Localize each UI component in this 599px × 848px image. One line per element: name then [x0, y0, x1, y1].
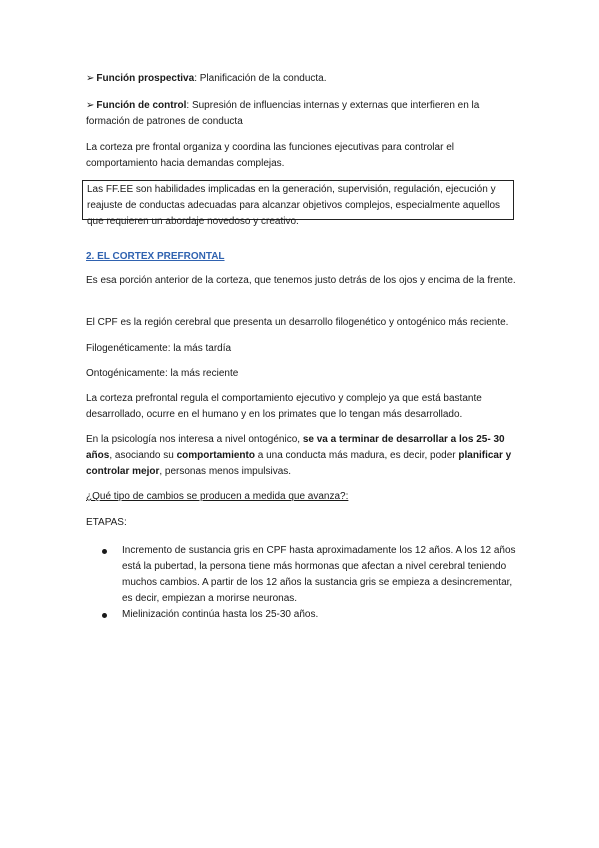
- bullet-dot-icon: [102, 613, 107, 618]
- term-funcion-prospectiva: Función prospectiva: [96, 73, 195, 84]
- definition-funcion-control: : Supresión de influencias internas y externas que interfieren en la formación de patrones de conducta: [86, 100, 480, 127]
- item-funcion-control: [86, 98, 516, 130]
- bold-25-30: se va a terminar de desarrollar a los 25- 30 años: [86, 434, 505, 461]
- paragraph-corteza-regula: La corteza prefrontal regula el comportamiento ejecutivo y complejo ya que está bastante desarrollado, ocurre en el humano y en los primates que lo tengan más desarrollado.: [86, 393, 482, 420]
- arrow-bullet-icon: ➢: [86, 100, 95, 111]
- paragraph-porcion-anterior: Es esa porción anterior de la corteza, que tenemos justo detrás de los ojos y encima de la frente.: [86, 275, 516, 286]
- paragraph-ontogenicamente: Ontogénicamente: la más reciente: [86, 368, 239, 379]
- question-cambios: ¿Qué tipo de cambios se producen a medida que avanza?:: [86, 491, 349, 502]
- arrow-bullet-icon: ➢: [86, 73, 95, 84]
- paragraph-cpf: El CPF es la región cerebral que presenta un desarrollo filogenético y ontogénico más reciente.: [86, 317, 509, 328]
- etapas-label: ETAPAS:: [86, 517, 127, 528]
- term-funcion-control: Función de control: [96, 100, 187, 111]
- list-item: Incremento de sustancia gris en CPF hasta aproximadamente los 12 años. A los 12 años está la pubertad, la persona tiene más hormonas que afectan a nivel cerebral teniendo muchos cambios. A partir de los 12 años la sustancia gris se empieza a desincrementar, es decir, empiezan a morirse neuronas.: [100, 543, 520, 607]
- definition-box: Las FF.EE son habilidades implicadas en la generación, supervisión, regulación, ejecución y reajuste de conductas adecuadas para alcanzar objetivos complejos, especialmente aquellos que requieren un abordaje novedoso y creativo.: [82, 180, 514, 220]
- list-item: Mielinización continúa hasta los 25-30 años.: [100, 607, 520, 623]
- bullet-dot-icon: [102, 549, 107, 554]
- etapas-list: [100, 543, 520, 623]
- definition-funcion-prospectiva: : Planificación de la conducta.: [194, 73, 327, 84]
- bold-planificar: planificar y controlar mejor: [86, 450, 512, 477]
- paragraph-corteza-organiza: La corteza pre frontal organiza y coordina las funciones ejecutivas para controlar el comportamiento hacia demandas complejas.: [86, 142, 454, 169]
- paragraph-filogeneticamente: Filogenéticamente: la más tardía: [86, 343, 232, 354]
- section-heading: 2. EL CORTEX PREFRONTAL: [86, 251, 225, 262]
- paragraph-psicologia: En la psicología nos interesa a nivel ontogénico, se va a terminar de desarrollar a los 25- 30 años, asociando su comportamiento a una conducta más madura, es decir, poder planificar y controlar mejor, personas menos impulsivas.: [86, 434, 512, 477]
- bold-comportamiento: comportamiento: [176, 450, 255, 461]
- item-funcion-prospectiva: [86, 71, 516, 87]
